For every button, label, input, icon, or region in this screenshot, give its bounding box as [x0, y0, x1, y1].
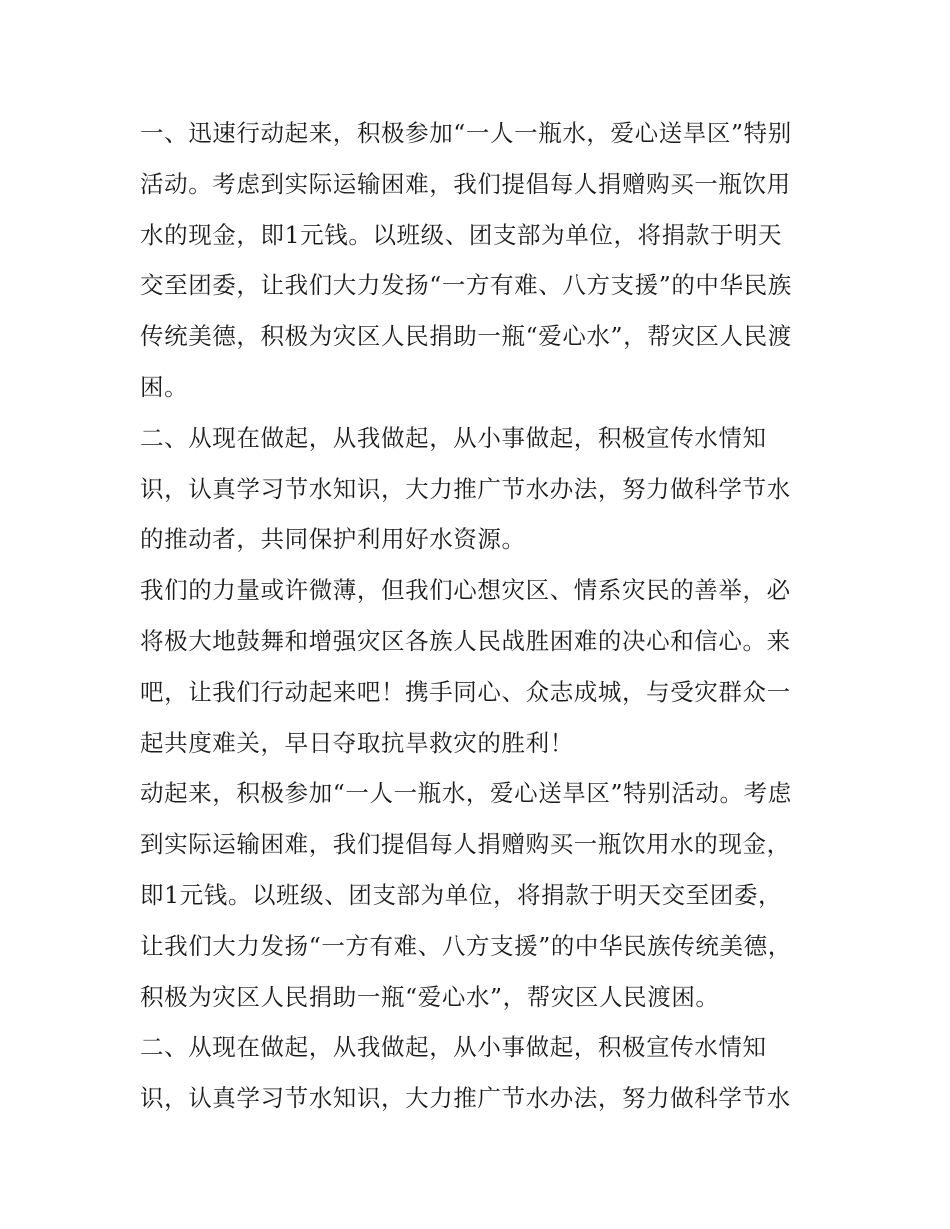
text-line: 积极为灾区人民捐助一瓶“爱心水”，帮灾区人民渡困。 — [140, 982, 720, 1011]
text-line: 识，认真学习节水知识，大力推广节水办法，努力做科学节水 — [140, 1084, 791, 1113]
text-line: 传统美德，积极为灾区人民捐助一瓶“爱心水”，帮灾区人民渡 — [140, 322, 792, 351]
text-line: 吧，让我们行动起来吧！携手同心、众志成城，与受灾群众一 — [140, 677, 791, 706]
text-line: 交至团委，让我们大力发扬“一方有难、八方支援”的中华民族 — [140, 271, 792, 300]
text-line: 即1元钱。以班级、团支部为单位，将捐款于明天交至团委， — [140, 880, 783, 909]
text-line: 将极大地鼓舞和增强灾区各族人民战胜困难的决心和信心。来 — [140, 626, 791, 655]
text-line: 二、从现在做起，从我做起，从小事做起，积极宣传水情知 — [140, 423, 767, 452]
text-line: 一、迅速行动起来，积极参加“一人一瓶水，爱心送旱区”特别 — [140, 119, 792, 147]
text-line: 水的现金，即1元钱。以班级、团支部为单位，将捐款于明天 — [140, 220, 783, 249]
text-line: 识，认真学习节水知识，大力推广节水办法，努力做科学节水 — [140, 474, 791, 503]
text-line: 二、从现在做起，从我做起，从小事做起，积极宣传水情知 — [140, 1033, 767, 1062]
text-line: 活动。考虑到实际运输困难，我们提倡每人捐赠购买一瓶饮用 — [140, 169, 791, 198]
text-line: 困。 — [140, 372, 189, 401]
document-body — [140, 108, 820, 1124]
text-line: 让我们大力发扬“一方有难、八方支援”的中华民族传统美德， — [140, 931, 792, 960]
text-line: 到实际运输困难，我们提倡每人捐赠购买一瓶饮用水的现金， — [140, 830, 791, 859]
text-line: 起共度难关，早日夺取抗旱救灾的胜利！ — [140, 728, 574, 757]
text-line: 动起来，积极参加“一人一瓶水，爱心送旱区”特别活动。考虑 — [140, 779, 792, 808]
text-line: 我们的力量或许微薄，但我们心想灾区、情系灾民的善举，必 — [140, 576, 791, 605]
text-line: 的推动者，共同保护利用好水资源。 — [140, 525, 526, 554]
